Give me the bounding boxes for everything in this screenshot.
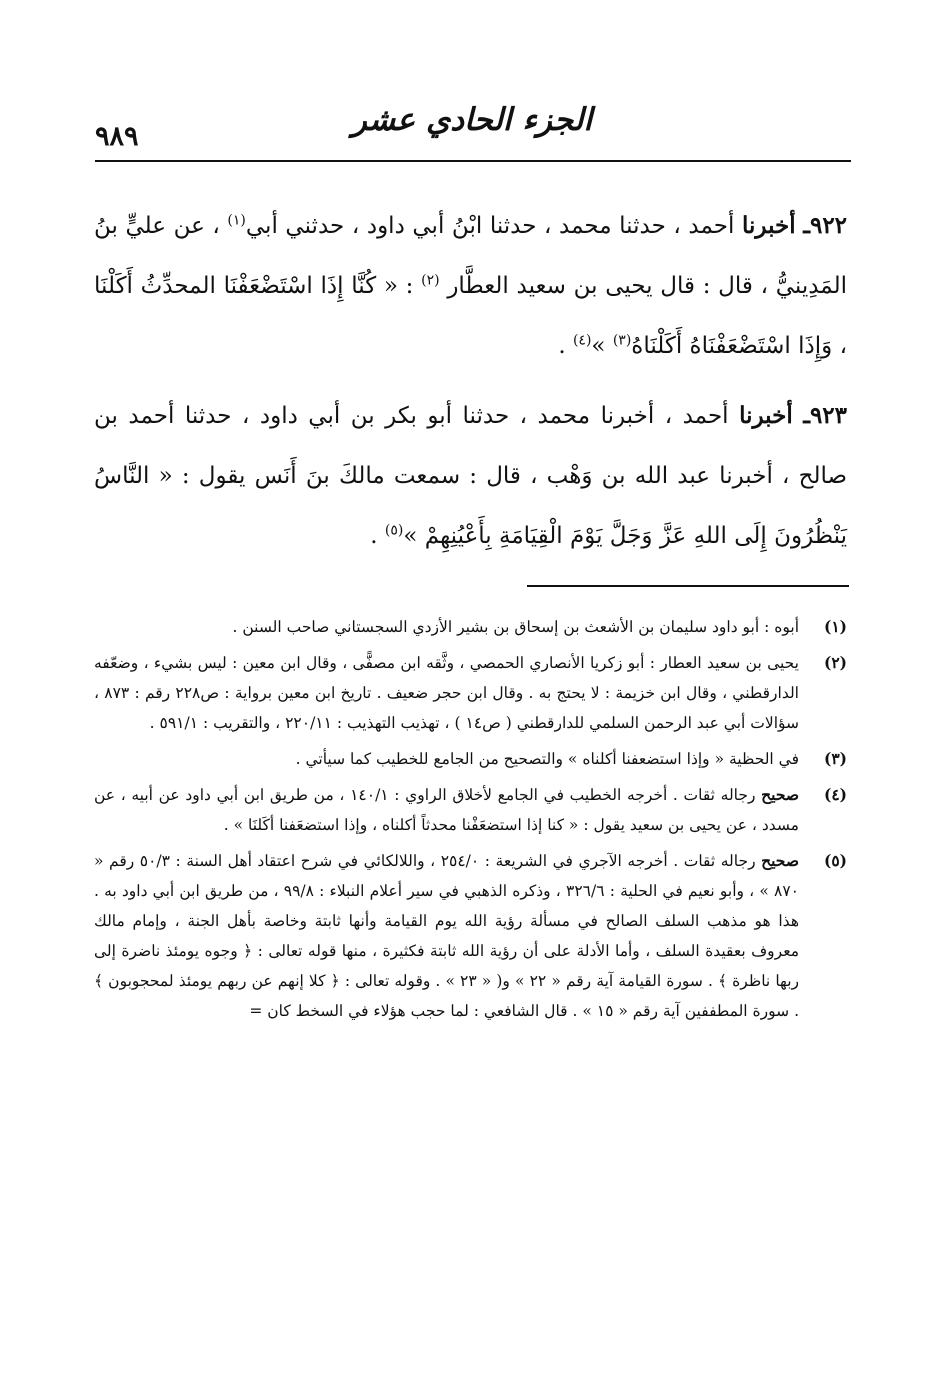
hadith-text: .: [558, 333, 566, 359]
footnote-ref-1: (١): [227, 212, 246, 229]
footnote-ref-2: (٢): [421, 272, 440, 289]
footnote-separator: [527, 585, 849, 587]
footnote-5: [94, 846, 847, 1026]
footnote-text: في الحظية « وإذا استضعفنا أكلناه » والتصحيح من الجامع للخطيب كما سيأتي .: [295, 750, 799, 768]
hadith-text: : « كُنَّا إِذَا اسْتَضْعَفْنَا المحدِّثُ أَكَلْنَا ، وَإِذَا اسْتَضْعَفْنَاهُ أَكَلْنَاهُ: [94, 273, 847, 359]
footnote-2: [94, 648, 847, 738]
footnote-text: رجاله ثقات . أخرجه الخطيب في الجامع لأخلاق الراوي : ١٤٠/١ ، من طريق ابن أبي داود عن أبيه ، عن مسدد ، عن يحيى بن سعيد يقول : « كنا إذا استضعَفْنا محدثاً أكلناه ، وإذا استضعَفنا أكَلنَا » .: [94, 786, 799, 834]
hadith-lead-word: أخبرنا: [739, 402, 793, 429]
hadith-text: »: [591, 333, 606, 359]
footnote-ref-5: (٥): [384, 522, 404, 539]
hadith-922: [94, 196, 847, 376]
footnote-number: (٢): [823, 653, 847, 672]
footnote-text: أبوه : أبو داود سليمان بن الأشعث بن إسحاق بن بشير الأزدي السجستاني صاحب السنن .: [232, 618, 799, 636]
main-text: [94, 196, 847, 576]
footnote-text: يحيى بن سعيد العطار : أبو زكريا الأنصاري الحمصي ، وثَّقه ابن مصفًّى ، وقال ابن معين : ليس بشيء ، وضعّفه الدارقطني ، وقال ابن خزيمة : لا يحتج به . وقال ابن حجر ضعيف . تاريخ ابن معين برواية : ص٢٢٨ رقم : ٨٧٣ ، سؤالات أبي عبد الرحمن السلمي للدارقطني ( ص١٤ ) ، تهذيب التهذيب : ٢٢٠/١١ ، والتقريب : ٥٩١/١ .: [94, 654, 799, 732]
hadith-number: ٩٢٣ـ: [803, 402, 848, 429]
hadith-number: ٩٢٢ـ: [803, 212, 848, 239]
footnote-number: (٥): [823, 851, 847, 870]
footnote-grade: صحيح: [761, 851, 799, 870]
hadith-923: [94, 386, 847, 566]
footnotes: [94, 612, 847, 1032]
footnote-number: (٤): [823, 785, 847, 804]
footnote-ref-4: (٤): [572, 332, 592, 349]
page-number: ٩٨٩: [95, 121, 139, 152]
footnote-text: رجاله ثقات . أخرجه الآجري في الشريعة : ٢٥٤/٠ ، واللالكائي في شرح اعتقاد أهل السنة : ٥٠/٣ رقم « ٨٧٠ » ، وأبو نعيم في الحلية : ٣٢٦/٦ ، وذكره الذهبي في سير أعلام النبلاء : ٩٩/٨ ، من طريق ابن أبي داود به . هذا هو مذهب السلف الصالح في مسألة رؤية الله يوم القيامة وأنها ثابتة وخاصة بأهل الجنة ، وإمام مالك معروف بعقيدة السلف ، وأما الأدلة على أن رؤية الله ثابتة فكثيرة ، منها قوله تعالى : ﴿ وجوه يومئذ ناضرة إلى ربها ناظرة ﴾ . سورة القيامة آية رقم « ٢٢ » و( « ٢٣ » . وقوله تعالى : ﴿ كلا إنهم عن ربهم يومئذ لمحجوبون ﴾ . سورة المطففين آية رقم « ١٥ » . قال الشافعي : لما حجب هؤلاء في السخط كان =: [94, 852, 799, 1020]
footnote-4: [94, 780, 847, 840]
hadith-text: أحمد ، أخبرنا محمد ، حدثنا أبو بكر بن أبي داود ، حدثنا أحمد بن صالح ، أخبرنا عبد الله بن وَهْب ، قال : سمعت مالكَ بنَ أَنَس يقول : « النَّاسُ يَنْظُرُونَ إِلَى اللهِ عَزَّ وَجَلَّ يَوْمَ الْقِيَامَةِ بِأَعْيُنِهِمْ »: [94, 403, 847, 549]
footnote-ref-3: (٣): [612, 332, 632, 349]
footnote-3: [94, 744, 847, 774]
hadith-text: أحمد ، حدثنا محمد ، حدثنا ابْنُ أبي داود ، حدثني أبي: [245, 213, 735, 239]
footnote-number: (٣): [823, 749, 847, 768]
hadith-lead-word: أخبرنا: [741, 212, 796, 239]
hadith-text: .: [370, 523, 378, 549]
running-header-title: الجزء الحادي عشر: [351, 102, 593, 138]
header-rule: [95, 160, 851, 162]
footnote-grade: صحيح: [761, 785, 800, 804]
footnote-1: [94, 612, 847, 642]
footnote-number: (١): [823, 617, 847, 636]
hadith-text: ، عن عليٍّ بنُ المَدِينيُّ ، قال : قال يحيى بن سعيد العطَّار: [94, 213, 847, 299]
